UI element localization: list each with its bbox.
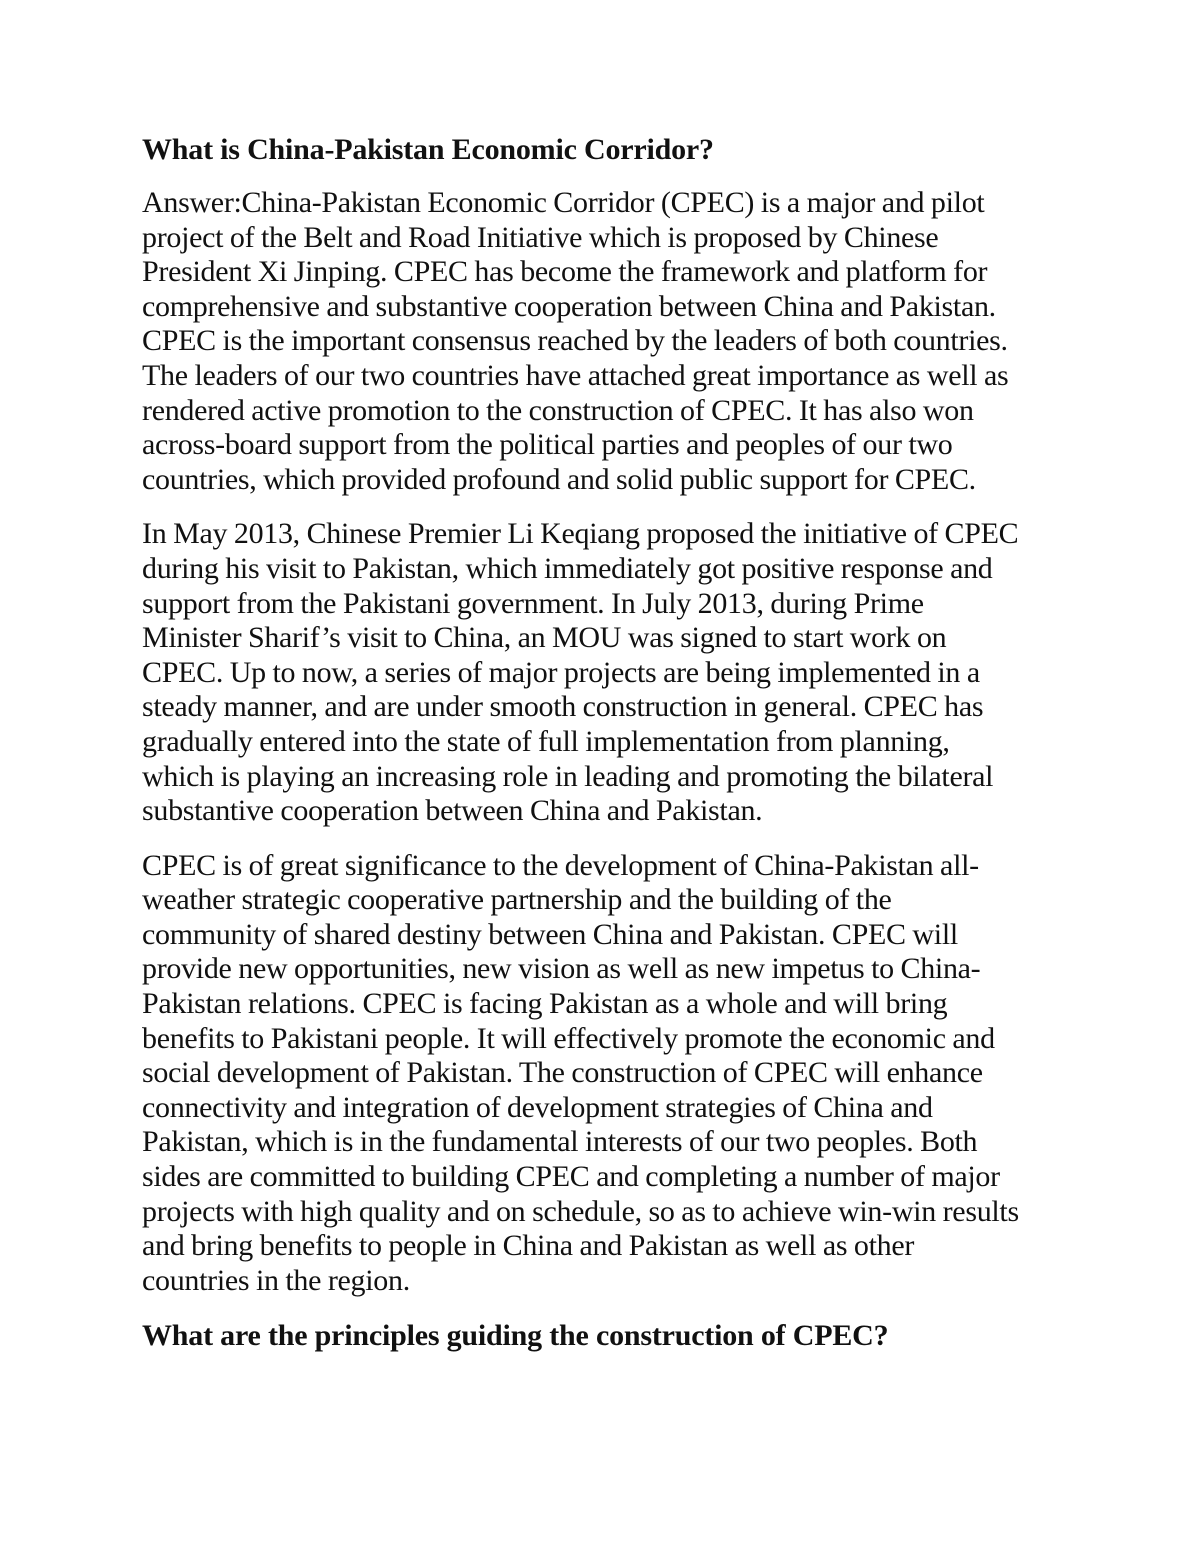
- paragraph-line: CPEC. Up to now, a series of major projects are being implemented in a: [142, 655, 980, 689]
- paragraph-line: countries, which provided profound and solid public support for CPEC.: [142, 462, 976, 496]
- paragraph-history: [142, 517, 1080, 828]
- paragraph-significance: [142, 849, 1080, 1299]
- paragraph-line: CPEC is of great significance to the development of China-Pakistan all-: [142, 848, 979, 882]
- paragraph-line: weather strategic cooperative partnership and the building of the: [142, 883, 892, 917]
- paragraph-line: President Xi Jinping. CPEC has become the framework and platform for: [142, 255, 988, 289]
- paragraph-line: In May 2013, Chinese Premier Li Keqiang proposed the initiative of CPEC: [142, 517, 1019, 551]
- paragraph-line: CPEC is the important consensus reached by the leaders of both countries.: [142, 324, 1008, 358]
- paragraph-line: and bring benefits to people in China and Pakistan as well as other: [142, 1229, 915, 1263]
- heading-what-is-cpec: What is China-Pakistan Economic Corridor?: [142, 133, 714, 166]
- paragraph-line: projects with high quality and on schedule, so as to achieve win-win results: [142, 1194, 1019, 1228]
- paragraph-line: connectivity and integration of development strategies of China and: [142, 1090, 933, 1124]
- paragraph-line: Answer:China-Pakistan Economic Corridor (CPEC) is a major and pilot: [142, 186, 985, 219]
- paragraph-line: Minister Sharif’s visit to China, an MOU was signed to start work on: [142, 621, 947, 655]
- paragraph-line: across-board support from the political parties and peoples of our two: [142, 428, 953, 462]
- paragraph-line: which is playing an increasing role in leading and promoting the bilateral: [142, 759, 994, 793]
- paragraph-line: comprehensive and substantive cooperation between China and Pakistan.: [142, 289, 996, 323]
- paragraph-line: countries in the region.: [142, 1263, 410, 1297]
- paragraph-line: The leaders of our two countries have attached great importance as well as: [142, 358, 1009, 392]
- paragraph-line: provide new opportunities, new vision as well as new impetus to China-: [142, 952, 981, 986]
- paragraph-answer: [142, 186, 1080, 497]
- paragraph-line: support from the Pakistani government. In July 2013, during Prime: [142, 586, 924, 620]
- paragraph-line: Pakistan relations. CPEC is facing Pakistan as a whole and will bring: [142, 987, 948, 1021]
- paragraph-line: benefits to Pakistani people. It will effectively promote the economic and: [142, 1021, 995, 1055]
- paragraph-line: social development of Pakistan. The construction of CPEC will enhance: [142, 1056, 983, 1090]
- paragraph-line: sides are committed to building CPEC and completing a number of major: [142, 1160, 1000, 1194]
- paragraph-line: gradually entered into the state of full implementation from planning,: [142, 724, 950, 758]
- paragraph-line: rendered active promotion to the construction of CPEC. It has also won: [142, 393, 974, 427]
- paragraph-line: substantive cooperation between China and Pakistan.: [142, 794, 763, 828]
- paragraph-line: steady manner, and are under smooth construction in general. CPEC has: [142, 690, 984, 724]
- paragraph-line: during his visit to Pakistan, which immediately got positive response and: [142, 551, 993, 585]
- paragraph-line: Pakistan, which is in the fundamental interests of our two peoples. Both: [142, 1125, 978, 1159]
- paragraph-line: community of shared destiny between China and Pakistan. CPEC will: [142, 917, 958, 951]
- paragraph-line: project of the Belt and Road Initiative which is proposed by Chinese: [142, 220, 939, 254]
- heading-principles: What are the principles guiding the construction of CPEC?: [142, 1319, 889, 1353]
